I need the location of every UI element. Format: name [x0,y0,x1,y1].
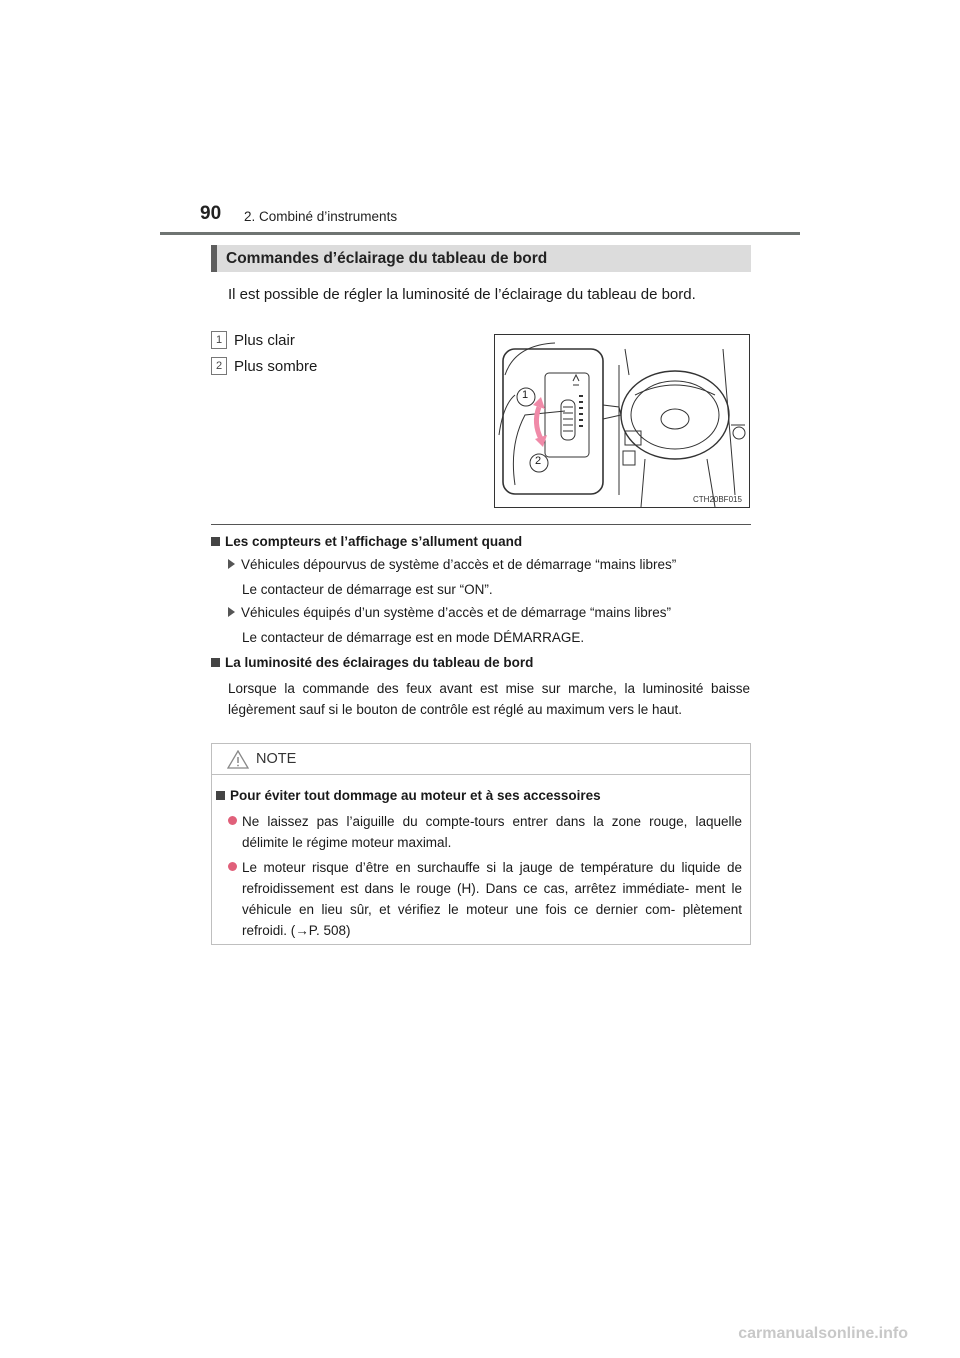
note-item-2-text: Véhicules équipés d’un système d’accès et de démarrage “mains libres” [241,605,671,620]
dashboard-drawing [495,335,749,507]
notes-divider [211,524,751,525]
square-bullet-icon [211,537,220,546]
note-item-2-detail: Le contacteur de démarrage est en mode DÉMARRAGE. [242,630,585,645]
notice-bullet-2 [228,857,742,941]
note-heading-2-text: La luminosité des éclairages du tableau de bord [225,655,534,670]
note-heading-1 [211,534,522,549]
dashboard-illustration [494,334,750,508]
note-item-1-text: Véhicules dépourvus de système d’accès et de démarrage “mains libres” [241,557,677,572]
page-number: 90 [200,203,222,224]
figure-marker-2: 2 [535,455,542,467]
square-bullet-icon [211,658,220,667]
triangle-arrow-icon [228,559,235,569]
note-heading-1-text: Les compteurs et l’affichage s’allument quand [225,534,523,549]
notice-label: NOTE [256,751,297,767]
warning-triangle-icon [227,750,249,769]
note-item-2 [228,605,671,620]
square-bullet-icon [216,791,225,800]
notice-box [211,743,751,945]
callout-label-1: Plus clair [234,332,295,349]
note-item-1-detail: Le contacteur de démarrage est sur “ON”. [242,582,493,597]
callout-number-1: 1 [211,331,227,349]
callout-number-2: 2 [211,357,227,375]
header-rule [160,232,800,235]
figure-marker-1: 1 [522,389,529,401]
chapter-title: 2. Combiné d’instruments [244,209,398,224]
callout-1 [211,332,295,349]
section-tick [211,245,217,272]
notice-bullet-2-text: Le moteur risque d’être en surchauffe si la jauge de température du liquide de refroidissement est dans le rouge (H). Dans ce cas, arrêtez immédiate- ment le véhicule en lieu sûr, et vérifiez le moteur une fois ce dernier com- plètement refroidi. (→P. 508) [242,860,742,938]
callout-label-2: Plus sombre [234,358,318,375]
note-item-1 [228,557,676,572]
section-title: Commandes d’éclairage du tableau de bord [226,250,548,267]
figure-code: CTH20BF015 [693,495,742,504]
section-header [211,245,751,272]
notice-bullet-1-text: Ne laissez pas l’aiguille du compte-tours entrer dans la zone rouge, laquelle délimite le régime moteur maximal. [242,814,742,850]
callout-2 [211,358,317,375]
round-bullet-icon [228,862,237,871]
intro-text: Il est possible de régler la luminosité de l’éclairage du tableau de bord. [228,286,696,303]
triangle-arrow-icon [228,607,235,617]
note-heading-2 [211,655,533,670]
watermark: carmanualsonline.info [738,1325,908,1342]
note-paragraph: Lorsque la commande des feux avant est mise sur marche, la luminosité baisse légèrement sauf si le bouton de contrôle est réglé au maximum vers le haut. [228,681,750,717]
notice-bullet-1 [228,811,742,853]
round-bullet-icon [228,816,237,825]
notice-title-row [212,744,750,775]
notice-heading [216,788,601,803]
notice-heading-text: Pour éviter tout dommage au moteur et à ses accessoires [230,788,601,803]
